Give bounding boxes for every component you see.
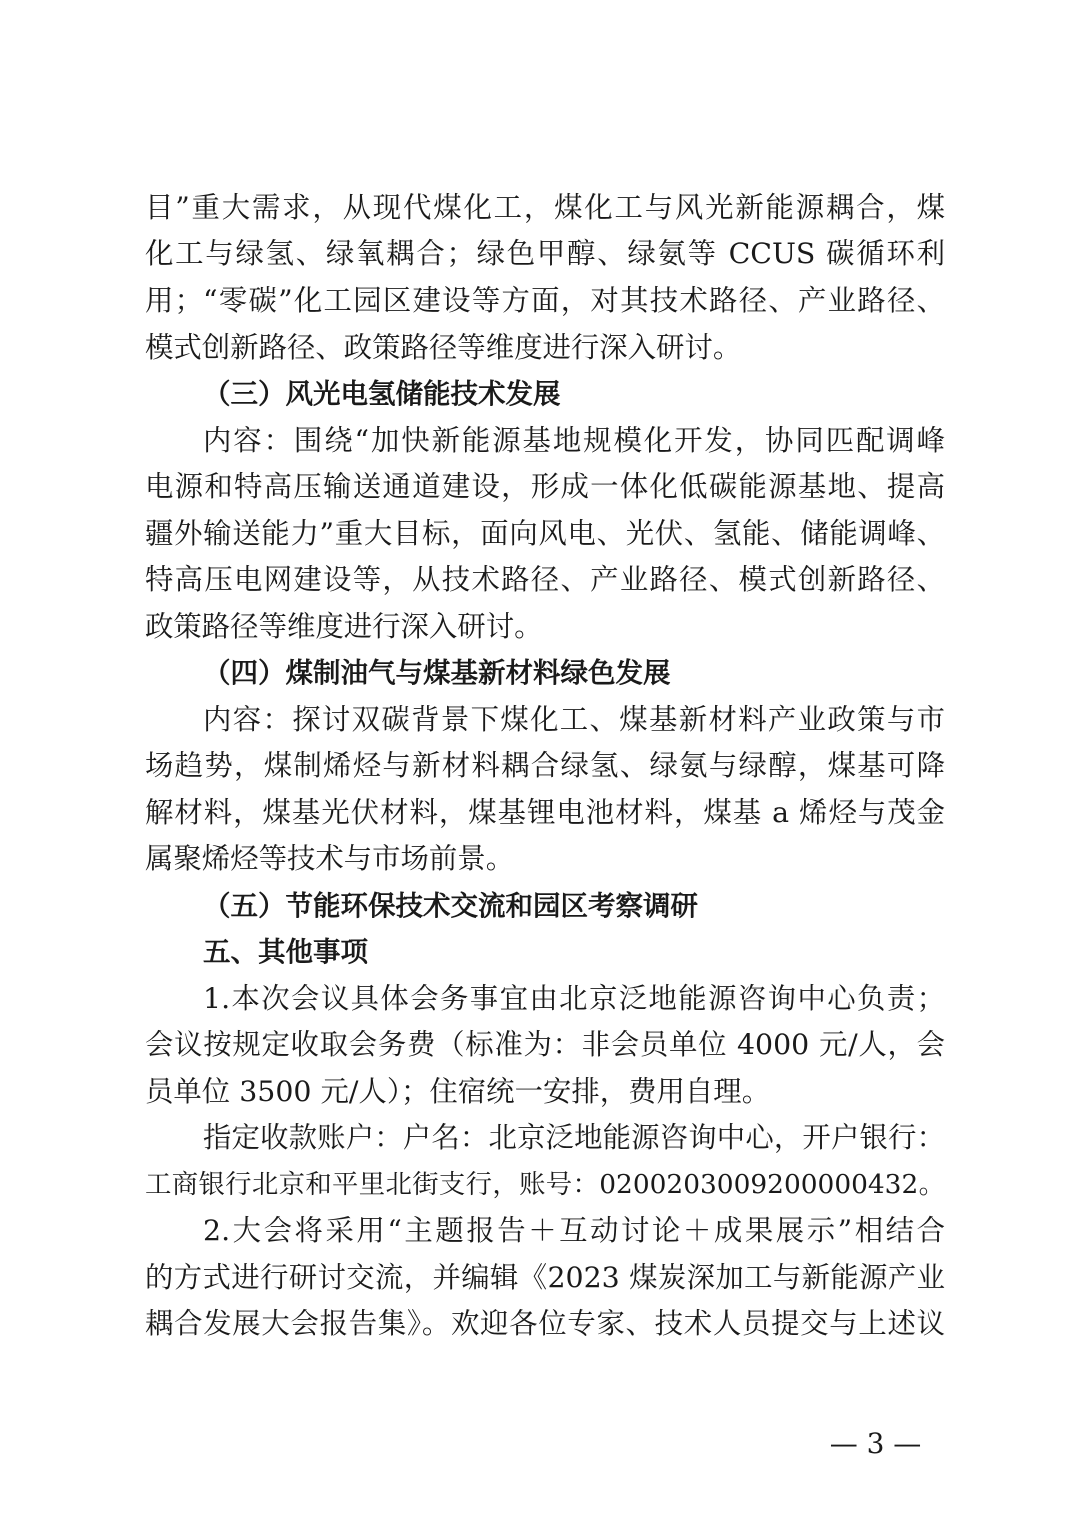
- text-line: 解材料，煤基光伏材料，煤基锂电池材料，煤基 a 烯烃与茂金: [145, 796, 945, 829]
- text-line: 模式创新路径、政策路径等维度进行深入研讨。: [145, 331, 742, 364]
- text-line: 会议按规定收取会务费（标准为：非会员单位 4000 元/人，会: [145, 1028, 945, 1061]
- text-line: 属聚烯烃等技术与市场前景。: [145, 842, 515, 875]
- text-line: 的方式进行研讨交流，并编辑《2023 煤炭深加工与新能源产业: [145, 1261, 945, 1294]
- text-line: 员单位 3500 元/人）；住宿统一安排，费用自理。: [145, 1075, 771, 1108]
- text-line: 电源和特高压输送通道建设，形成一体化低碳能源基地、提高: [145, 470, 945, 503]
- text-line: 疆外输送能力”重大目标，面向风电、光伏、氢能、储能调峰、: [145, 517, 945, 550]
- text-line: 化工与绿氢、绿氧耦合；绿色甲醇、绿氨等 CCUS 碳循环利: [145, 237, 945, 270]
- text-line: 特高压电网建设等，从技术路径、产业路径、模式创新路径、: [145, 563, 945, 596]
- text-line: 耦合发展大会报告集》。欢迎各位专家、技术人员提交与上述议: [145, 1307, 945, 1340]
- section-heading: （四）煤制油气与煤基新材料绿色发展: [203, 657, 671, 689]
- text-line: 1.本次会议具体会务事宜由北京泛地能源咨询中心负责；: [203, 982, 945, 1015]
- text-line: 工商银行北京和平里北街支行，账号：0200203009200000432。: [145, 1169, 945, 1200]
- text-line: 场趋势，煤制烯烃与新材料耦合绿氢、绿氨与绿醇，煤基可降: [145, 749, 945, 782]
- page-number: — 3 —: [829, 1427, 922, 1460]
- text-line: 2.大会将采用“主题报告＋互动讨论＋成果展示”相结合: [203, 1214, 945, 1247]
- text-line: 内容：探讨双碳背景下煤化工、煤基新材料产业政策与市: [203, 703, 945, 736]
- text-line: 目”重大需求，从现代煤化工，煤化工与风光新能源耦合，煤: [145, 191, 945, 224]
- chapter-heading: 五、其他事项: [203, 936, 368, 968]
- text-line: 用；“零碳”化工园区建设等方面，对其技术路径、产业路径、: [145, 284, 945, 317]
- text-line: 内容：围绕“加快新能源基地规模化开发，协同匹配调峰: [203, 424, 945, 457]
- section-heading: （三）风光电氢储能技术发展: [203, 378, 561, 410]
- text-line: 指定收款账户：户名：北京泛地能源咨询中心，开户银行：: [203, 1121, 945, 1154]
- section-heading: （五）节能环保技术交流和园区考察调研: [203, 890, 698, 922]
- text-line: 政策路径等维度进行深入研讨。: [145, 610, 543, 643]
